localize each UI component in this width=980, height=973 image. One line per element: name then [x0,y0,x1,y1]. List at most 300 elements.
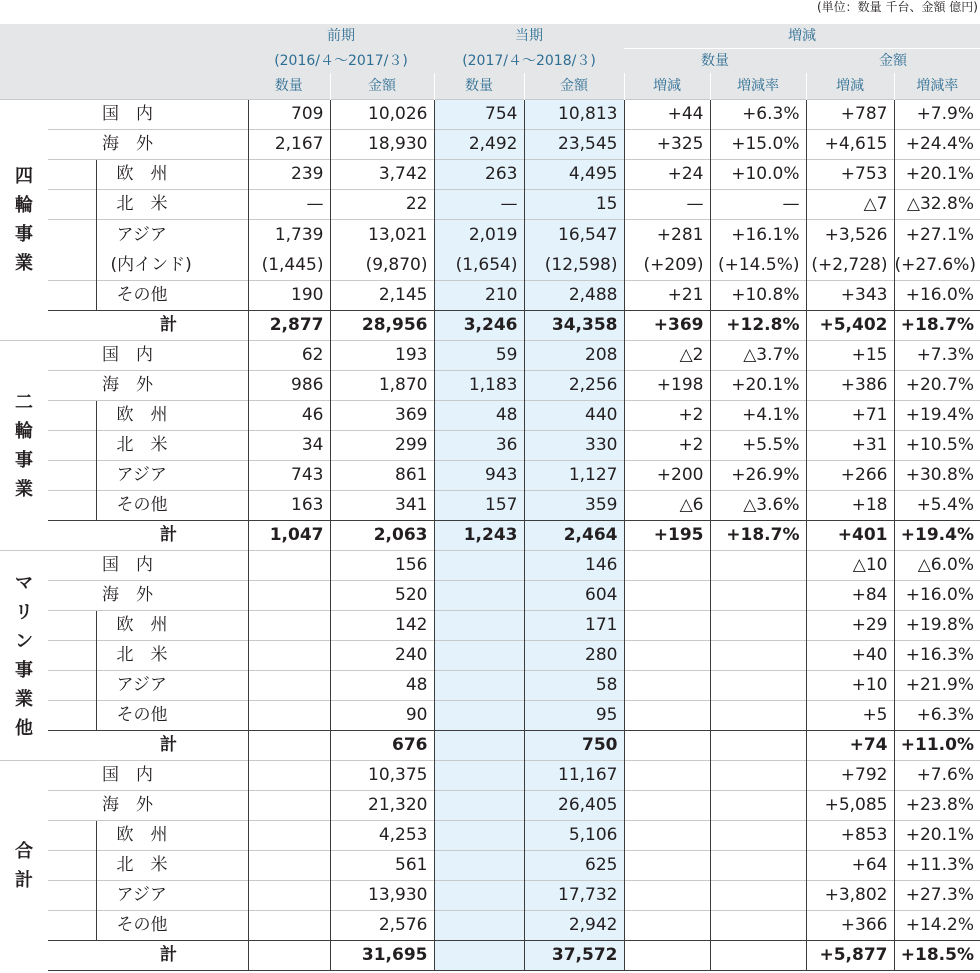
cell-amt-change: △10 [806,551,894,581]
table-row [0,791,980,821]
cell-curr-amount: 23,545 [524,130,624,160]
table-row [0,911,980,941]
cell-prev-quantity: 163 [248,491,330,521]
cell-curr-quantity: 2,492 [434,130,524,160]
cell-prev-quantity [248,671,330,701]
indent-cell [48,461,96,491]
cell-amt-change: +5,085 [806,791,894,821]
cell-amt-change: +4,615 [806,130,894,160]
cell-amt-change-rate: △6.0% [894,551,980,581]
segment-label-char: 他 [15,717,33,739]
cell-prev-amount: 156 [330,551,434,581]
total-row [0,941,980,971]
cell-qty-change-rate: +5.5% [710,431,806,461]
cell-curr-quantity [434,220,524,281]
cell-curr-amount: 330 [524,431,624,461]
cell-prev-amount: 48 [330,671,434,701]
segment-label-char: 二 [15,391,33,413]
cell-qty-change [624,851,710,881]
cell-curr-quantity: 36 [434,431,524,461]
segment-label-char: 計 [15,869,33,891]
cell-prev-quantity [248,911,330,941]
cell-qty-change: △6 [624,491,710,521]
cell-qty-change: +369 [624,311,710,341]
cell-prev-amount: 193 [330,341,434,371]
cell-amt-change: +74 [806,731,894,761]
segment-label-char: 事 [15,659,33,681]
table-row [0,761,980,791]
cell-prev-amount: 21,320 [330,791,434,821]
cell-qty-change: +2 [624,431,710,461]
row-label: 海 外 [48,371,248,401]
cell-qty-change-rate [710,911,806,941]
segment-label-char: 事 [15,224,33,245]
cell-curr-quantity [434,641,524,671]
cell-amt-change: +64 [806,851,894,881]
header-row-3 [0,73,980,100]
cell-value: 2,019 [468,225,518,245]
cell-curr-amount: 280 [524,641,624,671]
total-row [0,731,980,761]
cell-curr-amount: 10,813 [524,100,624,130]
cell-qty-change-rate: +10.8% [710,281,806,311]
cell-subvalue: (9,870) [365,255,428,275]
cell-curr-amount: 2,256 [524,371,624,401]
segment-label-char: リ [15,601,33,623]
col-curr-amount: 金額 [524,73,624,100]
cell-curr-amount: 146 [524,551,624,581]
cell-curr-quantity [434,731,524,761]
table-row [0,641,980,671]
cell-amt-change-rate: +23.8% [894,791,980,821]
table-row [0,371,980,401]
cell-curr-quantity: 59 [434,341,524,371]
row-label: 海 外 [48,130,248,160]
row-label: 国 内 [48,761,248,791]
cell-curr-quantity: 754 [434,100,524,130]
prev-period-label: 前期 [248,24,434,49]
cell-qty-change [624,881,710,911]
cell-qty-change-rate [710,941,806,971]
indent-cell [48,160,96,190]
cell-qty-change-rate [710,701,806,731]
cell-qty-change-rate: △3.7% [710,341,806,371]
change-label: 増減 [624,24,980,49]
cell-amt-change-rate: +20.7% [894,371,980,401]
segment-label [0,341,48,551]
row-label [96,220,248,281]
cell-qty-change: △2 [624,341,710,371]
indent-cell [48,671,96,701]
cell-amt-change-rate: +21.9% [894,671,980,701]
cell-curr-quantity [434,671,524,701]
cell-qty-change-rate: △3.6% [710,491,806,521]
cell-prev-quantity: 709 [248,100,330,130]
cell-amt-change-rate: +19.4% [894,521,980,551]
cell-qty-change: — [624,190,710,220]
cell-prev-quantity: 62 [248,341,330,371]
cell-qty-change-rate [710,641,806,671]
row-label: アジア [96,671,248,701]
total-label: 計 [48,521,248,551]
cell-qty-change [624,641,710,671]
table-row [0,821,980,851]
table-row [0,701,980,731]
cell-curr-amount: 37,572 [524,941,624,971]
cell-curr-quantity [434,611,524,641]
cell-prev-amount: 299 [330,431,434,461]
cell-amt-change: +15 [806,341,894,371]
cell-qty-change-rate: +18.7% [710,521,806,551]
cell-qty-change-rate: +4.1% [710,401,806,431]
indent-cell [48,911,96,941]
cell-prev-quantity [248,220,330,281]
cell-qty-change [624,791,710,821]
cell-curr-amount: 208 [524,341,624,371]
cell-qty-change: +2 [624,401,710,431]
cell-prev-amount: 31,695 [330,941,434,971]
cell-curr-quantity: 48 [434,401,524,431]
cell-prev-amount: 4,253 [330,821,434,851]
total-label: 計 [48,311,248,341]
table-row [0,341,980,371]
segment-label [0,551,48,761]
cell-curr-quantity: 1,243 [434,521,524,551]
cell-curr-amount: 5,106 [524,821,624,851]
col-amt-change-rate: 増減率 [894,73,980,100]
cell-prev-quantity: 34 [248,431,330,461]
cell-amt-change-rate: +6.3% [894,701,980,731]
cell-prev-amount: 369 [330,401,434,431]
cell-amt-change: +366 [806,911,894,941]
cell-curr-amount: 440 [524,401,624,431]
cell-curr-quantity [434,551,524,581]
cell-amt-change-rate: +20.1% [894,821,980,851]
cell-qty-change [624,220,710,281]
cell-subvalue: (+209) [643,255,704,275]
cell-qty-change [624,551,710,581]
cell-qty-change-rate: +15.0% [710,130,806,160]
total-label: 計 [48,941,248,971]
cell-amt-change-rate: +5.4% [894,491,980,521]
cell-curr-amount [524,220,624,281]
row-label: 欧 州 [96,611,248,641]
table-row [0,581,980,611]
segment-label-char: 輪 [15,420,33,442]
cell-subvalue: (1,654) [455,255,518,275]
cell-amt-change-rate: +10.5% [894,431,980,461]
cell-prev-quantity [248,851,330,881]
cell-qty-change: +21 [624,281,710,311]
cell-amt-change-rate: +19.4% [894,401,980,431]
cell-curr-amount: 26,405 [524,791,624,821]
cell-amt-change-rate [894,220,980,281]
row-label: 北 米 [96,641,248,671]
cell-prev-quantity [248,701,330,731]
cell-prev-quantity: 986 [248,371,330,401]
indent-cell [48,190,96,220]
cell-value: +27.1% [905,225,974,245]
row-label-line: アジア [116,225,167,245]
cell-amt-change-rate: +11.3% [894,851,980,881]
cell-prev-amount: 341 [330,491,434,521]
cell-amt-change-rate: +18.7% [894,311,980,341]
cell-curr-amount: 1,127 [524,461,624,491]
cell-amt-change: +84 [806,581,894,611]
col-qty-change: 増減 [624,73,710,100]
cell-prev-amount: 90 [330,701,434,731]
cell-qty-change-rate [710,791,806,821]
cell-amt-change-rate: +11.0% [894,731,980,761]
cell-qty-change-rate [710,581,806,611]
cell-qty-change [624,671,710,701]
cell-qty-change [624,701,710,731]
indent-cell [48,881,96,911]
cell-prev-quantity [248,611,330,641]
amount-group-label: 金額 [806,49,980,74]
cell-value: +281 [656,225,704,245]
table-row [0,491,980,521]
segment-label-char: 業 [15,688,33,710]
cell-value: 1,739 [274,225,324,245]
cell-prev-amount: 1,870 [330,371,434,401]
cell-amt-change: +31 [806,431,894,461]
cell-subvalue: (1,445) [261,255,324,275]
row-label: 海 外 [48,791,248,821]
indent-cell [48,641,96,671]
unit-note: (単位：数量 千台、金額 億円) [817,0,978,14]
row-label: 北 米 [96,190,248,220]
row-label: 欧 州 [96,821,248,851]
cell-prev-quantity: 2,167 [248,130,330,160]
row-label: 北 米 [96,851,248,881]
row-label: 海 外 [48,581,248,611]
table-row [0,611,980,641]
cell-curr-quantity [434,581,524,611]
table-row [0,220,980,281]
table-row [0,160,980,190]
cell-subvalue: (+27.6%) [894,255,977,275]
cell-qty-change: +200 [624,461,710,491]
cell-amt-change: +266 [806,461,894,491]
prev-range-label: (2016/４〜2017/３) [248,49,434,74]
indent-cell [48,281,96,311]
cell-amt-change-rate: +16.0% [894,281,980,311]
cell-prev-amount: 2,145 [330,281,434,311]
cell-curr-quantity: 943 [434,461,524,491]
cell-prev-quantity [248,551,330,581]
cell-curr-amount: 2,942 [524,911,624,941]
table-row [0,461,980,491]
table-row [0,130,980,160]
cell-amt-change: +10 [806,671,894,701]
cell-prev-amount: 10,375 [330,761,434,791]
cell-curr-quantity: 157 [434,491,524,521]
cell-amt-change-rate: +7.9% [894,100,980,130]
cell-amt-change-rate: △32.8% [894,190,980,220]
cell-curr-quantity [434,791,524,821]
cell-qty-change-rate [710,220,806,281]
segment-label-char: 事 [15,449,33,471]
cell-prev-quantity [248,941,330,971]
cell-amt-change: △7 [806,190,894,220]
cell-curr-amount: 2,464 [524,521,624,551]
table-row [0,190,980,220]
cell-prev-quantity [248,761,330,791]
cell-curr-amount: 15 [524,190,624,220]
cell-amt-change-rate: +24.4% [894,130,980,160]
cell-qty-change-rate [710,851,806,881]
cell-prev-quantity [248,641,330,671]
table-row [0,851,980,881]
row-label: その他 [96,911,248,941]
total-row [0,311,980,341]
cell-curr-amount: 4,495 [524,160,624,190]
cell-curr-quantity [434,911,524,941]
cell-prev-quantity: 239 [248,160,330,190]
indent-cell [48,821,96,851]
cell-curr-quantity: 1,183 [434,371,524,401]
table-row [0,551,980,581]
cell-qty-change [624,611,710,641]
cell-amt-change: +343 [806,281,894,311]
indent-cell [48,851,96,881]
segment-label-char: 輪 [15,195,33,216]
cell-curr-amount: 95 [524,701,624,731]
cell-prev-quantity: 1,047 [248,521,330,551]
cell-curr-amount: 171 [524,611,624,641]
cell-qty-change-rate: +10.0% [710,160,806,190]
cell-qty-change-rate [710,881,806,911]
cell-qty-change-rate: — [710,190,806,220]
cell-prev-amount: 520 [330,581,434,611]
cell-curr-amount: 625 [524,851,624,881]
cell-qty-change-rate [710,761,806,791]
table-row [0,100,980,130]
row-label-sub: (内インド) [110,255,192,275]
sales-table [0,24,980,971]
segment-label-char: マ [15,572,33,594]
cell-prev-amount: 2,576 [330,911,434,941]
segment-label-char: ン [15,630,33,652]
cell-prev-amount: 240 [330,641,434,671]
cell-prev-quantity: 743 [248,461,330,491]
cell-qty-change-rate [710,821,806,851]
segment-label-char: 合 [15,840,33,862]
cell-value: 16,547 [558,225,618,245]
cell-qty-change: +24 [624,160,710,190]
header-row-1 [0,24,980,49]
cell-prev-amount: 2,063 [330,521,434,551]
cell-curr-amount: 750 [524,731,624,761]
row-label: 国 内 [48,551,248,581]
quantity-group-label: 数量 [624,49,806,74]
cell-curr-amount: 17,732 [524,881,624,911]
row-label: その他 [96,281,248,311]
cell-qty-change [624,941,710,971]
cell-qty-change-rate: +20.1% [710,371,806,401]
curr-period-label: 当期 [434,24,624,49]
cell-amt-change-rate: +18.5% [894,941,980,971]
header-row-2 [0,49,980,74]
col-prev-quantity: 数量 [248,73,330,100]
cell-amt-change-rate: +14.2% [894,911,980,941]
indent-cell [48,701,96,731]
total-row [0,521,980,551]
segment-label [0,100,48,341]
cell-qty-change [624,821,710,851]
cell-curr-quantity [434,701,524,731]
cell-value: +3,526 [824,225,888,245]
indent-cell [48,431,96,461]
cell-subvalue: (+14.5%) [717,255,800,275]
row-label: アジア [96,461,248,491]
row-label: 北 米 [96,431,248,461]
indent-cell [48,491,96,521]
cell-prev-amount: 22 [330,190,434,220]
segment-label [0,761,48,971]
cell-prev-quantity [248,731,330,761]
table-row [0,281,980,311]
cell-prev-quantity [248,791,330,821]
cell-qty-change-rate: +12.8% [710,311,806,341]
col-prev-amount: 金額 [330,73,434,100]
cell-prev-amount: 10,026 [330,100,434,130]
cell-value: +16.1% [731,225,800,245]
cell-curr-quantity: 3,246 [434,311,524,341]
row-label: アジア [96,881,248,911]
curr-range-label: (2017/４〜2018/３) [434,49,624,74]
col-amt-change: 増減 [806,73,894,100]
cell-curr-quantity: 210 [434,281,524,311]
cell-curr-quantity: — [434,190,524,220]
cell-qty-change: +44 [624,100,710,130]
cell-prev-quantity: 2,877 [248,311,330,341]
cell-subvalue: (12,598) [544,255,618,275]
cell-value: 13,021 [368,225,428,245]
row-label: 欧 州 [96,160,248,190]
cell-prev-amount: 18,930 [330,130,434,160]
row-label: 国 内 [48,341,248,371]
cell-curr-amount: 359 [524,491,624,521]
segment-label-char: 四 [15,166,33,187]
cell-prev-quantity: 190 [248,281,330,311]
cell-curr-quantity: 263 [434,160,524,190]
cell-amt-change-rate: +16.0% [894,581,980,611]
cell-curr-amount: 58 [524,671,624,701]
cell-qty-change [624,911,710,941]
cell-qty-change [624,761,710,791]
cell-curr-amount: 34,358 [524,311,624,341]
cell-amt-change: +5 [806,701,894,731]
cell-amt-change: +787 [806,100,894,130]
table-row [0,881,980,911]
cell-prev-quantity: 46 [248,401,330,431]
cell-amt-change: +401 [806,521,894,551]
row-label: その他 [96,701,248,731]
cell-curr-amount: 604 [524,581,624,611]
cell-qty-change-rate: +26.9% [710,461,806,491]
cell-prev-amount: 28,956 [330,311,434,341]
cell-qty-change-rate [710,611,806,641]
cell-prev-amount: 561 [330,851,434,881]
cell-amt-change: +71 [806,401,894,431]
cell-prev-amount: 676 [330,731,434,761]
cell-prev-amount: 3,742 [330,160,434,190]
cell-amt-change-rate: +19.8% [894,611,980,641]
indent-cell [48,611,96,641]
cell-amt-change: +386 [806,371,894,401]
